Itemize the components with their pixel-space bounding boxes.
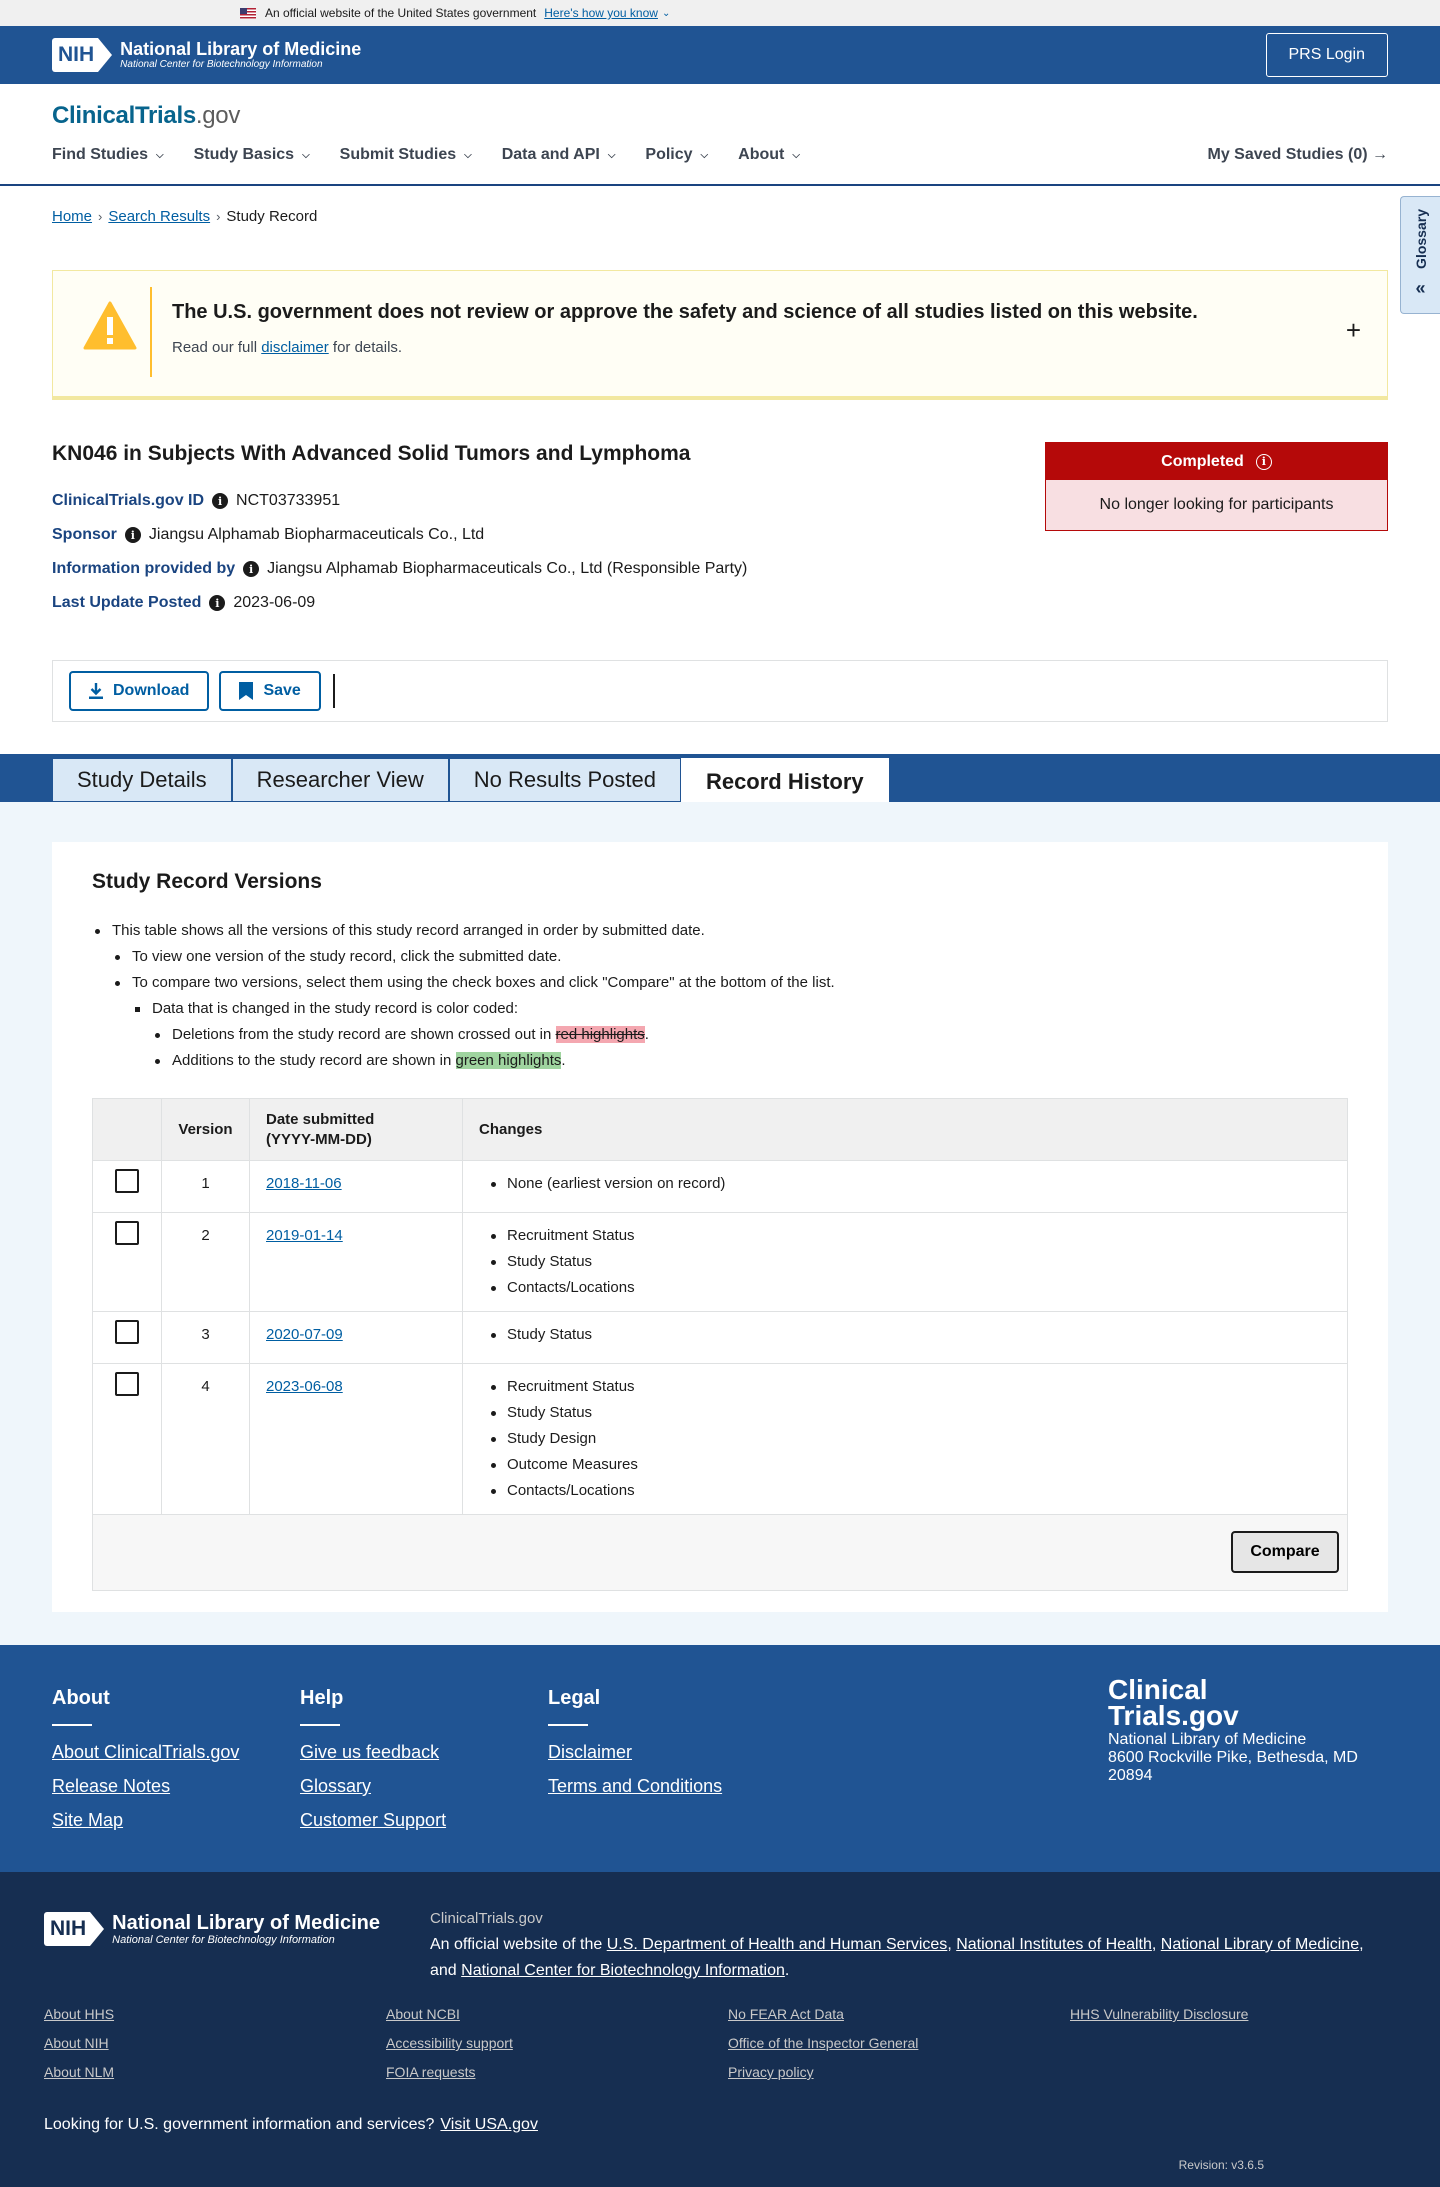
footer-legal-col: Legal Disclaimer Terms and Conditions [548, 1687, 723, 1796]
version-date-link[interactable]: 2020-07-09 [266, 1326, 343, 1343]
nav-study-basics[interactable]: Study Basics ⌵ [193, 146, 310, 163]
table-row: 4 2023-06-08 Recruitment Status Study Status Study Design Outcome Measures Contacts/Locations [93, 1364, 1348, 1515]
breadcrumb-search-results[interactable]: Search Results [108, 208, 211, 225]
table-row: 1 2018-11-06 None (earliest version on record) [93, 1161, 1348, 1213]
nih-badge-icon: NIH [52, 38, 112, 72]
footer-link[interactable]: About NIH [44, 2035, 109, 2051]
gov-banner [0, 0, 1440, 26]
chevron-down-icon: ⌵ [156, 149, 164, 161]
nlm-link[interactable]: National Library of Medicine [1160, 1936, 1360, 1953]
study-tabs-bar [0, 754, 1440, 802]
footer-link[interactable]: Customer Support [300, 1810, 447, 1830]
versions-table [92, 1098, 1348, 1591]
chevron-down-icon: ⌵ [302, 149, 310, 161]
status-label: Completed [1161, 452, 1244, 470]
us-flag-icon [240, 8, 256, 19]
footer-link[interactable]: Give us feedback [300, 1742, 440, 1762]
footer-link[interactable]: Terms and Conditions [548, 1776, 723, 1796]
site-header [0, 84, 1440, 186]
last-update-row: Last Update Posted i 2023-06-09 [52, 594, 316, 611]
version-checkbox[interactable] [115, 1221, 139, 1245]
ncbi-subtitle: National Center for Biotechnology Information [120, 59, 323, 70]
study-title: KN046 in Subjects With Advanced Solid Tumors and Lymphoma [52, 442, 691, 465]
footer-link[interactable]: Glossary [300, 1776, 372, 1796]
version-checkbox[interactable] [115, 1320, 139, 1344]
expand-plus-icon[interactable]: + [1345, 315, 1361, 345]
main-nav [52, 146, 800, 164]
info-icon[interactable]: i [125, 527, 141, 543]
footer-address: National Library of Medicine 8600 Rockville Pike, Bethesda, MD 20894 [1108, 1731, 1358, 1784]
chevron-right-icon: › [216, 209, 221, 224]
nav-about[interactable]: About ⌵ [738, 146, 800, 163]
footer-link[interactable]: No FEAR Act Data [728, 2006, 844, 2022]
hhs-link[interactable]: U.S. Department of Health and Human Services [606, 1936, 948, 1953]
provided-by-row: Information provided by i Jiangsu Alphamab Biopharmaceuticals Co., Ltd (Responsible Party) [52, 560, 748, 577]
footer-link[interactable]: Privacy policy [728, 2064, 814, 2080]
disclaimer-link[interactable]: disclaimer [261, 339, 329, 356]
footer-link[interactable]: Site Map [52, 1810, 124, 1830]
study-id-row: ClinicalTrials.gov ID i NCT03733951 [52, 492, 341, 509]
prs-login-button[interactable]: PRS Login [1266, 33, 1389, 77]
info-icon[interactable]: i [209, 595, 225, 611]
col-changes: Changes [463, 1099, 1348, 1161]
study-toolbar [52, 660, 1388, 722]
usa-gov-link[interactable]: Visit USA.gov [440, 2116, 538, 2133]
nav-data-api[interactable]: Data and API ⌵ [501, 146, 616, 163]
compare-button[interactable]: Compare [1231, 1531, 1339, 1573]
info-icon[interactable]: i [212, 493, 228, 509]
status-badge [1045, 442, 1388, 531]
footer-link[interactable]: About HHS [44, 2006, 115, 2022]
nav-submit-studies[interactable]: Submit Studies ⌵ [339, 146, 472, 163]
double-chevron-left-icon: « [1415, 278, 1426, 298]
clinicaltrials-logo[interactable]: ClinicalTrials.gov [52, 102, 241, 129]
nlm-title: National Library of Medicine [120, 39, 362, 59]
col-date: Date submitted (YYYY-MM-DD) [250, 1099, 463, 1161]
how-you-know-link[interactable]: Here's how you know [544, 6, 658, 20]
version-date-link[interactable]: 2018-11-06 [266, 1175, 342, 1192]
provided-by-value: Jiangsu Alphamab Biopharmaceuticals Co., Ltd (Responsible Party) [267, 560, 748, 577]
revision-text: Revision: v3.6.5 [1178, 2158, 1264, 2172]
breadcrumb-current: Study Record [226, 208, 318, 225]
version-date-link[interactable]: 2019-01-14 [266, 1227, 343, 1244]
ncbi-link[interactable]: National Center for Biotechnology Information [461, 1962, 785, 1979]
footer-ct-logo[interactable]: Clinical Trials.gov [1108, 1674, 1239, 1731]
col-version: Version [162, 1099, 250, 1161]
footer-top [0, 1645, 1440, 1872]
disclaimer-alert [52, 270, 1388, 400]
saved-studies-link[interactable]: My Saved Studies (0) → [1207, 146, 1388, 163]
chevron-down-icon: ⌵ [607, 149, 616, 161]
breadcrumb [52, 208, 317, 225]
table-header-row [93, 1099, 1348, 1161]
version-checkbox[interactable] [115, 1169, 139, 1193]
download-button[interactable]: Download [69, 671, 209, 711]
footer-link[interactable]: About NCBI [386, 2006, 460, 2022]
footer-link[interactable]: Accessibility support [386, 2035, 513, 2051]
red-highlight-sample: red highlights [555, 1026, 645, 1043]
footer-link[interactable]: HHS Vulnerability Disclosure [1070, 2006, 1249, 2022]
footer-official-info: ClinicalTrials.gov An official website of the U.S. Department of Health and Human Services, National Institutes of Health, National Library of Medicine, and National Center for Biotechnology Information. [430, 1910, 1364, 1979]
table-row: 2 2019-01-14 Recruitment Status Study Status Contacts/Locations [93, 1213, 1348, 1312]
download-icon [89, 683, 103, 699]
chevron-down-icon: ⌵ [792, 149, 800, 161]
nav-policy[interactable]: Policy ⌵ [645, 146, 709, 163]
footer-link[interactable]: About ClinicalTrials.gov [52, 1742, 240, 1762]
table-footer-row [93, 1515, 1348, 1591]
tab-no-results-posted[interactable]: No Results Posted [449, 758, 681, 802]
green-highlight-sample: green highlights [455, 1052, 562, 1069]
footer-about-col: About About ClinicalTrials.gov Release Notes Site Map [52, 1687, 240, 1830]
status-detail: No longer looking for participants [1046, 480, 1387, 530]
versions-notes: This table shows all the versions of this study record arranged in order by submitted date. To view one version of the study record, click the submitted date. To compare two versions, select them using the check boxes and click "Compare" at the bottom of the list. Data that is changed in the study record is color coded: Deletions from the study record are shown crossed out in red highlights. Additions to the study record are shown in green highlights. [92, 918, 835, 1074]
chevron-down-icon[interactable]: ⌄ [661, 7, 671, 19]
versions-heading: Study Record Versions [92, 870, 322, 893]
sponsor-row: Sponsor i Jiangsu Alphamab Biopharmaceuticals Co., Ltd [52, 526, 485, 543]
breadcrumb-home[interactable]: Home [52, 208, 93, 225]
tab-researcher-view[interactable]: Researcher View [232, 758, 449, 802]
table-row: 3 2020-07-09 Study Status [93, 1312, 1348, 1364]
disclaimer-heading: The U.S. government does not review or approve the safety and science of all studies listed on this website. [172, 301, 1198, 323]
tab-record-history[interactable]: Record History [681, 758, 889, 802]
footer-bottom [0, 1872, 1440, 2187]
bookmark-icon [239, 682, 253, 700]
sponsor-value: Jiangsu Alphamab Biopharmaceuticals Co., Ltd [148, 526, 485, 543]
footer-help-col: Help Give us feedback Glossary Customer Support [300, 1687, 447, 1830]
record-versions-card [52, 842, 1388, 1612]
footer-link[interactable]: About NLM [44, 2064, 115, 2080]
tab-study-details[interactable]: Study Details [52, 758, 232, 802]
disclaimer-text: Read our full disclaimer for details. [172, 339, 403, 356]
footer-link[interactable]: Release Notes [52, 1776, 171, 1796]
glossary-tab[interactable] [1400, 196, 1440, 314]
info-icon[interactable]: i [243, 561, 259, 577]
footer-nlm-logo[interactable]: NIH National Library of Medicine National Center for Biotechnology Information [44, 1912, 380, 1946]
version-date-link[interactable]: 2023-06-08 [266, 1378, 343, 1395]
nih-badge-icon: NIH [44, 1912, 104, 1946]
chevron-down-icon: ⌵ [464, 149, 472, 161]
text-cursor [333, 674, 335, 708]
glossary-label: Glossary [1412, 209, 1429, 269]
nih-link[interactable]: National Institutes of Health [956, 1936, 1152, 1953]
save-button[interactable]: Save [219, 671, 320, 711]
nav-find-studies[interactable]: Find Studies ⌵ [52, 146, 164, 163]
nlm-logo[interactable] [52, 38, 361, 72]
nih-header [0, 26, 1440, 84]
chevron-right-icon: › [98, 209, 103, 224]
footer-link[interactable]: FOIA requests [386, 2064, 476, 2080]
footer-link[interactable]: Office of the Inspector General [728, 2035, 919, 2051]
arrow-right-icon: → [1372, 146, 1388, 163]
version-checkbox[interactable] [115, 1372, 139, 1396]
info-icon[interactable]: i [1256, 454, 1272, 470]
chevron-down-icon: ⌵ [700, 149, 709, 161]
last-update-value: 2023-06-09 [233, 594, 316, 611]
warning-icon [83, 301, 137, 351]
usa-gov-row: Looking for U.S. government information and services? Visit USA.gov [44, 2116, 538, 2133]
gov-banner-text: An official website of the United States government [265, 6, 537, 20]
footer-link[interactable]: Disclaimer [548, 1742, 633, 1762]
study-id: NCT03733951 [236, 492, 341, 509]
